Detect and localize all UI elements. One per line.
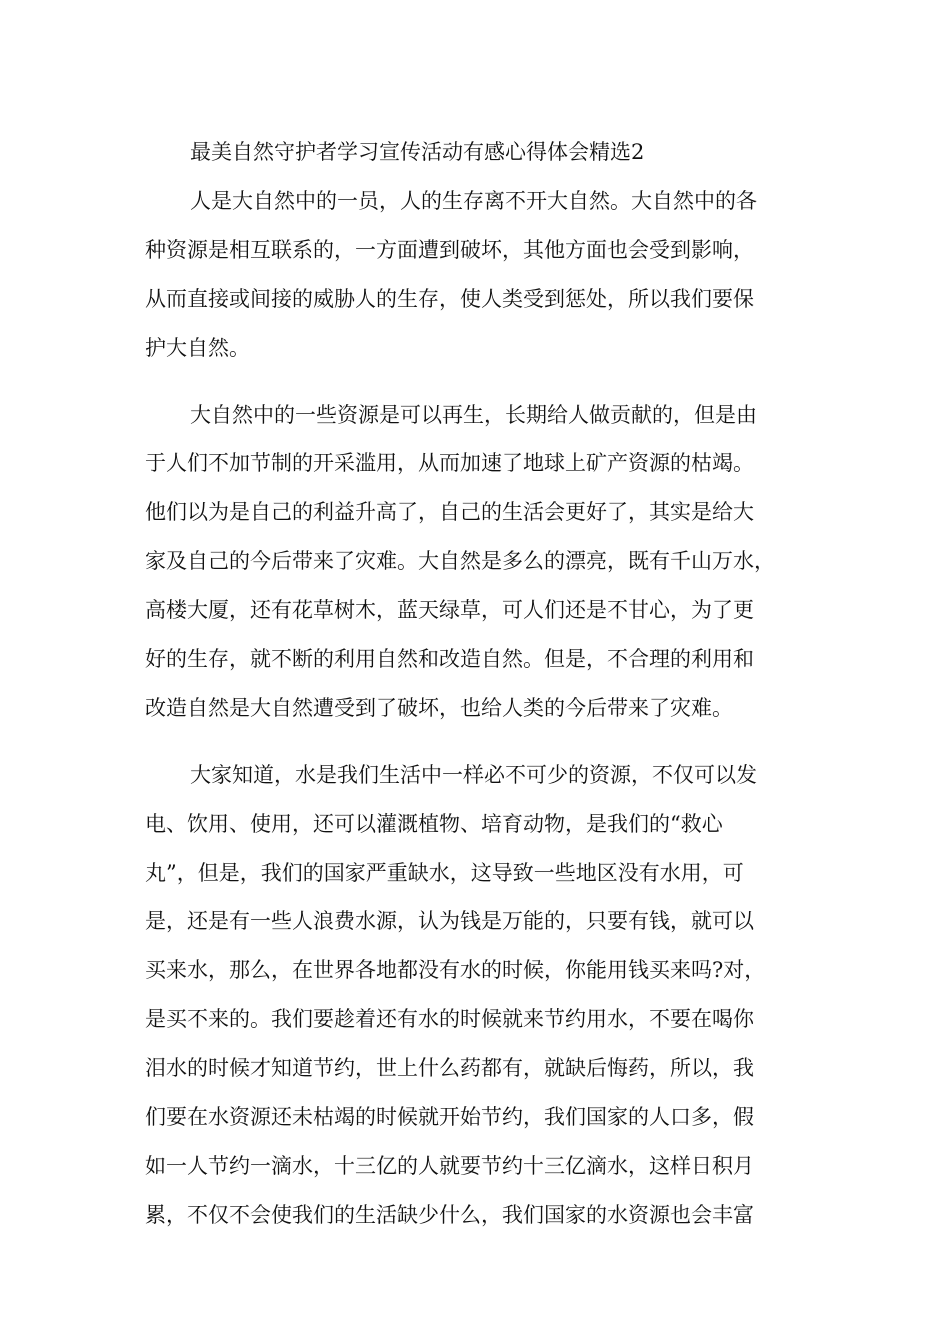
paragraph-line: 电、饮用、使用，还可以灌溉植物、培育动物，是我们的“救心 — [145, 811, 723, 836]
paragraph-line: 丸”，但是，我们的国家严重缺水，这导致一些地区没有水用，可 — [145, 860, 744, 885]
paragraph-line: 累，不仅不会使我们的生活缺少什么，我们国家的水资源也会丰富 — [145, 1202, 754, 1227]
paragraph-line: 他们以为是自己的利益升高了，自己的生活会更好了，其实是给大 — [145, 500, 754, 525]
paragraph-line: 大自然中的一些资源是可以再生，长期给人做贡献的，但是由 — [190, 402, 757, 427]
paragraph-line: 买来水，那么，在世界各地都没有水的时候，你能用钱买来吗?对， — [145, 958, 766, 983]
paragraph-line: 是买不来的。我们要趁着还有水的时候就来节约用水，不要在喝你 — [145, 1007, 754, 1032]
document-body — [145, 183, 805, 1264]
paragraph-line: 改造自然是大自然遭受到了破坏，也给人类的今后带来了灾难。 — [145, 695, 733, 720]
paragraph-line: 护大自然。 — [145, 335, 250, 360]
paragraph-line: 从而直接或间接的威胁人的生存，使人类受到惩处，所以我们要保 — [145, 286, 754, 311]
paragraph-line: 们要在水资源还未枯竭的时候就开始节约，我们国家的人口多，假 — [145, 1105, 754, 1130]
paragraph-line: 如一人节约一滴水，十三亿的人就要节约十三亿滴水，这样日积月 — [145, 1153, 754, 1178]
paragraph-line: 大家知道，水是我们生活中一样必不可少的资源，不仅可以发 — [190, 762, 757, 787]
document-title: 最美自然守护者学习宣传活动有感心得体会精选2 — [190, 140, 645, 164]
paragraph-2 — [145, 397, 805, 739]
paragraph-1 — [145, 183, 805, 379]
paragraph-3 — [145, 757, 805, 1246]
paragraph-line: 于人们不加节制的开采滥用，从而加速了地球上矿产资源的枯竭。 — [145, 451, 754, 476]
paragraph-line: 好的生存，就不断的利用自然和改造自然。但是，不合理的利用和 — [145, 647, 754, 672]
paragraph-line: 是，还是有一些人浪费水源，认为钱是万能的，只要有钱，就可以 — [145, 909, 754, 934]
paragraph-line: 人是大自然中的一员，人的生存离不开大自然。大自然中的各 — [190, 189, 757, 213]
paragraph-line: 高楼大厦，还有花草树木，蓝天绿草，可人们还是不甘心，为了更 — [145, 598, 754, 623]
paragraph-line: 家及自己的今后带来了灾难。大自然是多么的漂亮，既有千山万水， — [145, 549, 775, 574]
paragraph-line: 泪水的时候才知道节约，世上什么药都有，就缺后悔药，所以，我 — [145, 1056, 754, 1081]
paragraph-line: 种资源是相互联系的，一方面遭到破坏，其他方面也会受到影响， — [145, 237, 754, 262]
